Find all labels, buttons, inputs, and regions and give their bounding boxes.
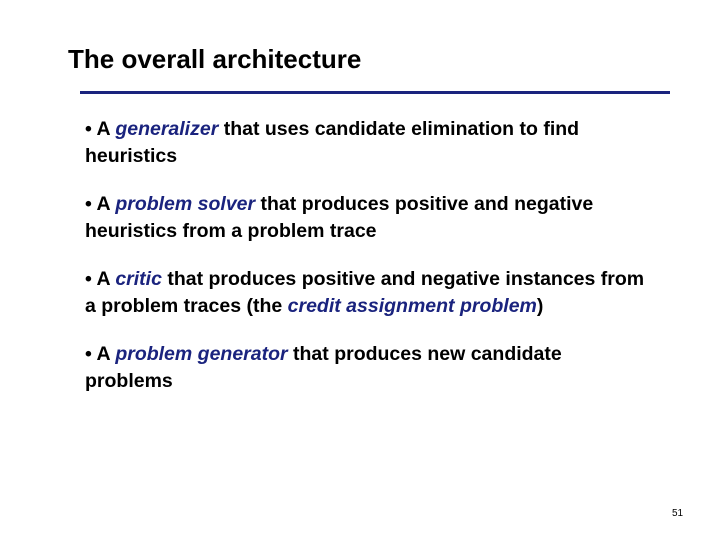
- bullet-problem-solver: [85, 191, 645, 245]
- bullet-text: that produces positive and negative heuristics from a problem trace: [85, 193, 594, 242]
- bullet-text: that produces positive and negative instances from a problem traces (the: [85, 268, 645, 317]
- term-problem-generator: problem generator: [115, 343, 288, 365]
- term-generalizer: generalizer: [115, 118, 219, 140]
- bullet-marker: •: [85, 343, 92, 365]
- bullet-lead: A: [96, 193, 116, 215]
- bullet-text: that uses candidate elimination to find heuristics: [85, 118, 580, 167]
- title-divider: [80, 91, 670, 94]
- bullet-marker: •: [85, 268, 92, 290]
- term-problem-solver: problem solver: [115, 193, 256, 215]
- term-credit-assignment-problem: credit assignment problem: [287, 295, 537, 317]
- bullet-lead: A: [96, 118, 116, 140]
- slide-title: The overall architecture: [68, 44, 362, 74]
- bullet-text: that produces new candidate problems: [85, 343, 562, 392]
- bullet-marker: •: [85, 118, 92, 140]
- bullet-lead: A: [96, 268, 116, 290]
- bullet-problem-generator: [85, 341, 645, 395]
- bullet-marker: •: [85, 193, 92, 215]
- bullet-critic: [85, 266, 645, 320]
- page-number: 51: [672, 508, 684, 519]
- bullet-text-tail: ): [536, 295, 544, 317]
- bullet-list: [85, 116, 645, 416]
- term-critic: critic: [115, 268, 162, 290]
- bullet-lead: A: [96, 343, 116, 365]
- bullet-generalizer: [85, 116, 645, 170]
